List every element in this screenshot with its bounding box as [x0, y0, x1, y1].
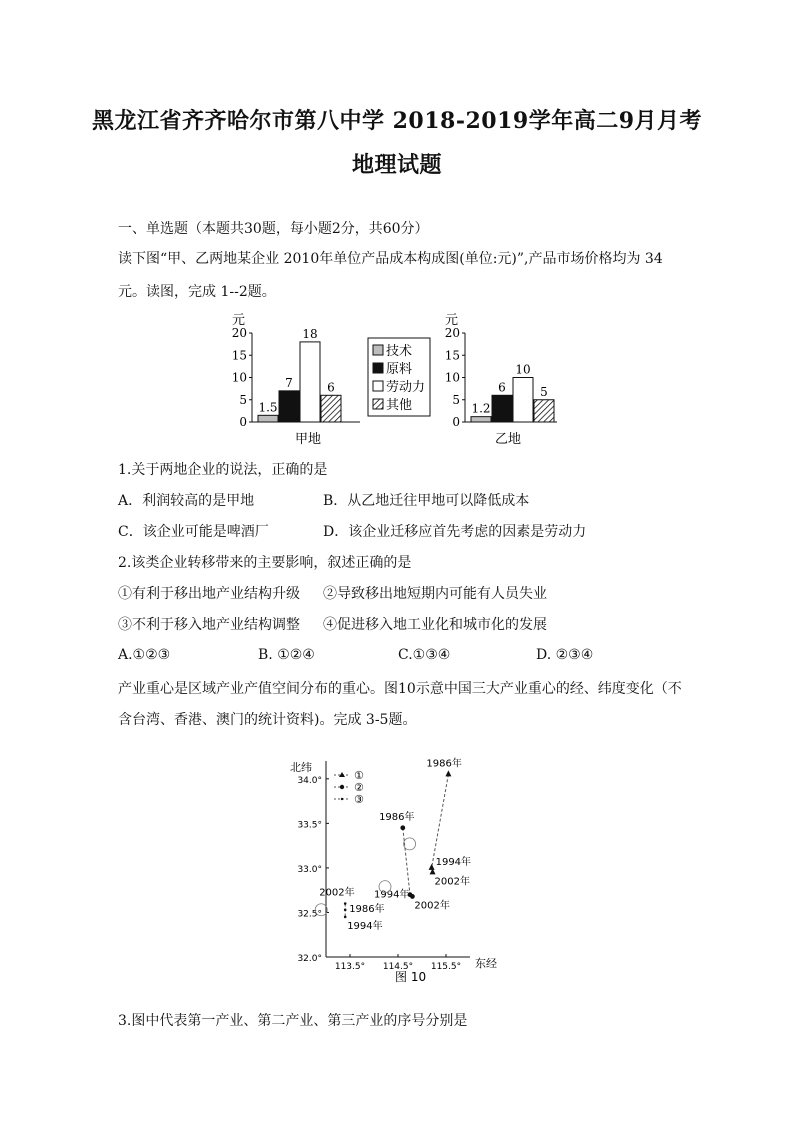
y-tick-label: 32.0° [297, 954, 322, 964]
y-tick-label: 15 [231, 348, 247, 363]
data-point-small [344, 908, 347, 911]
xlabel-yi: 乙地 [495, 432, 522, 447]
y-tick-label: 33.0° [297, 864, 322, 875]
x-tick-label: 113.5° [334, 962, 366, 972]
fig10-ylabel: 北纬 [290, 761, 312, 774]
y-tick-label: 5 [239, 392, 247, 407]
point-year-label: 1986年 [426, 758, 462, 770]
legend-label: ① [354, 769, 364, 782]
q1-option-c: C．该企业可能是啤酒厂 [118, 524, 269, 540]
fig10-caption: 图 10 [395, 970, 427, 984]
q1-option-b: B．从乙地迁往甲地可以降低成本 [323, 493, 530, 509]
y-tick-label: 20 [231, 326, 247, 340]
x-tick-label: 115.5° [430, 962, 462, 972]
q1-stem: 1.关于两地企业的说法，正确的是 [118, 462, 328, 478]
bar-劳动力 [513, 378, 533, 423]
q2-statement-3: ③不利于移入地产业结构调整 [118, 617, 300, 633]
bar-value-label: 1.2 [471, 401, 491, 416]
chart-legend [368, 338, 430, 416]
bar-原料 [492, 395, 512, 422]
legend-swatch [373, 363, 383, 373]
point-year-label: 1994年 [435, 856, 472, 868]
bar-value-label: 10 [515, 362, 531, 377]
q3-stem: 3.图中代表第一产业、第二产业、第三产业的序号分别是 [118, 1013, 468, 1029]
y-tick-label: 10 [444, 370, 460, 385]
point-year-label: 2002年 [434, 876, 471, 888]
legend-swatch [373, 381, 383, 391]
q2-option-d: D. ②③④ [536, 647, 594, 663]
bar-chart-yi [445, 313, 557, 447]
ylabel-yi: 元 [445, 313, 459, 328]
bar-其他 [534, 400, 554, 422]
q1-option-a: A．利润较高的是甲地 [118, 493, 255, 509]
point-year-label: 1986年 [349, 903, 385, 915]
data-point-triangle [429, 864, 435, 870]
intro1-line1: 读下图“甲、乙两地某企业 2010年单位产品成本构成图(单位:元)”,产品市场价格均为 34 [118, 251, 663, 267]
point-year-label: 1994年 [374, 889, 410, 901]
bar-技术 [258, 415, 278, 422]
q2-statement-4: ④促进移入地工业化和城市化的发展 [323, 617, 547, 633]
bar-value-label: 5 [540, 384, 548, 399]
bar-value-label: 7 [285, 375, 293, 390]
data-point-triangle [445, 770, 451, 776]
y-tick-label: 32.5° [297, 909, 322, 920]
y-tick-label: 20 [444, 326, 460, 340]
legend-label: 劳动力 [386, 380, 426, 395]
point-year-label: 2002年 [414, 900, 450, 912]
xlabel-jia: 甲地 [295, 432, 322, 447]
q2-stem: 2.该类企业转移带来的主要影响，叙述正确的是 [118, 555, 412, 571]
y-tick-label: 5 [452, 392, 460, 407]
figure-10-industry-centers [290, 755, 520, 995]
y-tick-label: 33.5° [297, 820, 322, 831]
y-tick-label: 34.0° [297, 775, 322, 786]
q2-option-a: A.①②③ [118, 647, 171, 663]
point-year-label: 1994年 [347, 920, 383, 932]
point-year-label: 2002年 [319, 887, 355, 899]
section-heading: 一、单选题（本题共30题，每小题2分，共60分） [118, 221, 429, 237]
exam-title-line1: 黑龙江省齐齐哈尔市第八中学 2018-2019学年高二9月月考 [91, 108, 703, 134]
q2-statement-2: ②导致移出地短期内可能有人员失业 [323, 586, 547, 602]
bar-原料 [279, 391, 299, 422]
legend-dot-marker [340, 785, 344, 789]
data-point-dot [400, 825, 405, 830]
bar-value-label: 18 [302, 326, 318, 341]
legend-label: ③ [354, 793, 364, 806]
data-point-small [344, 902, 347, 905]
bar-技术 [471, 417, 491, 422]
bar-value-label: 6 [498, 380, 506, 395]
y-tick-label: 15 [444, 348, 460, 363]
y-tick-label: 10 [231, 370, 247, 385]
bar-劳动力 [300, 342, 320, 422]
q2-option-b: B. ①②④ [258, 647, 315, 663]
q2-option-c: C.①③④ [398, 647, 451, 663]
point-year-label: 1986年 [379, 811, 415, 823]
legend-label: ② [354, 781, 364, 794]
fig10-xlabel: 东经 [475, 957, 497, 970]
legend-label: 其他 [386, 398, 413, 413]
exam-title-line2: 地理试题 [351, 152, 442, 178]
bar-value-label: 6 [327, 380, 335, 395]
intro2-line1: 产业重心是区域产业产值空间分布的重心。图10示意中国三大产业重心的经、纬度变化（不 [118, 681, 682, 697]
legend-swatch [373, 399, 383, 409]
x-tick-label: 114.5° [382, 962, 414, 972]
data-point-dot [410, 894, 415, 899]
data-point-small [344, 916, 347, 919]
legend-label: 技术 [386, 344, 413, 359]
y-tick-label: 0 [452, 415, 460, 429]
intro1-line2: 元。读图，完成 1--2题。 [118, 284, 276, 300]
legend-swatch [373, 345, 383, 355]
bar-其他 [321, 395, 341, 422]
bar-value-label: 1.5 [258, 400, 278, 415]
bar-chart-jia [232, 313, 360, 447]
q1-option-d: D．该企业迁移应首先考虑的因素是劳动力 [323, 524, 587, 540]
cost-structure-figure [225, 310, 565, 450]
intro2-line2: 含台湾、香港、澳门的统计资料)。完成 3-5题。 [118, 712, 417, 728]
legend-small-marker [341, 798, 343, 800]
legend-label: 原料 [386, 362, 413, 377]
ylabel-jia: 元 [232, 313, 246, 328]
q2-statement-1: ①有利于移出地产业结构升级 [118, 586, 300, 602]
y-tick-label: 0 [239, 415, 247, 429]
